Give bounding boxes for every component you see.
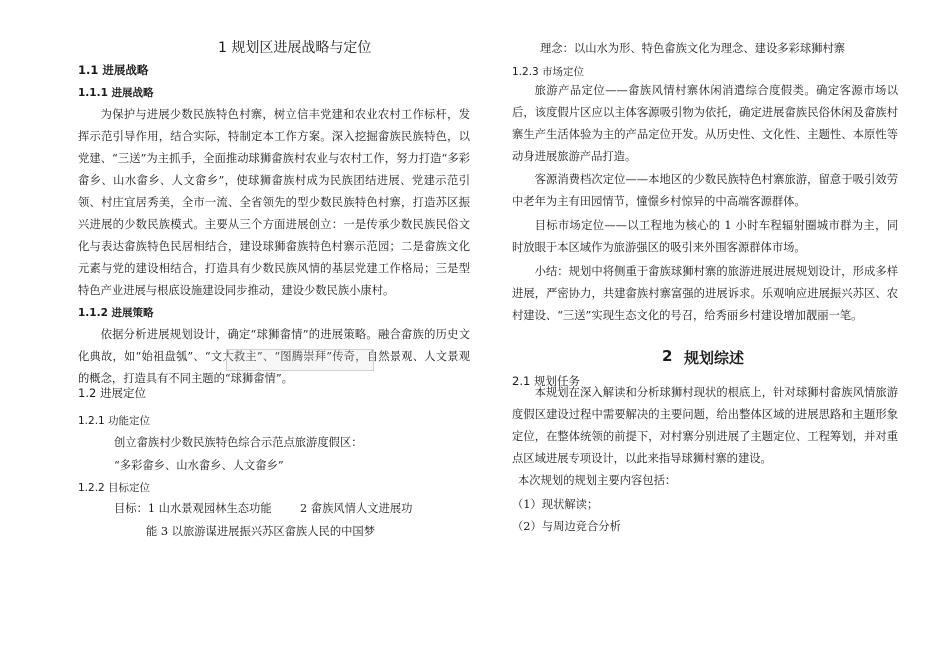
heading-1-1-1: 1.1.1 进展战略	[78, 87, 154, 99]
paragraph-development-strategy: 依据分析进展规划设计，确定“球狮畲情”的进展策略。融合畲族的历史文化典故，如“始祖盘瓠”、“文大救主”、“图腾崇拜”传奇，自然景观、人文景观的概念，打造具有不同主题的“球狮畲情”。	[78, 328, 470, 385]
heading-1-2: 1.2 进展定位	[78, 386, 146, 400]
heading-1-1: 1.1 进展战略	[78, 63, 149, 77]
function-slogan: “多彩畲乡、山水畲乡、人文畲乡”	[114, 459, 284, 472]
content-intro: 本次规划的规划主要内容包括：	[518, 474, 677, 487]
goal-line-1a: 目标：1 山水景观园林生态功能	[114, 502, 272, 515]
paragraph-product-positioning: 旅游产品定位——畲族风情村寨休闲消遣综合度假类。确定客源市场以后，该度假片区应以主体客源吸引物为依托，确定进展畲族民俗休闲及畲族村寨生产生活体验为主的产品定位开发。从历史性、文化性、主题性、本原性等动身进展旅游产品打造。	[512, 84, 898, 163]
function-text: 创立畲族村少数民族特色综合示范点旅游度假区：	[114, 436, 363, 449]
paragraph-summary: 小结：规划中将侧重于畲族球狮村寨的旅游进展进展规划设计，形成多样进展，严密协力，共建畲族村寨富强的进展诉求。乐观响应进展振兴苏区、农村建设、“三送”实现生态文化的号召，给秀丽乡村建设增加靓丽一笔。	[512, 265, 898, 322]
concept-line: 理念：以山水为形、特色畲族文化为理念、建设多彩球狮村寨	[540, 42, 846, 55]
heading-1-1-2: 1.1.2 进展策略	[78, 307, 154, 319]
heading-1-2-2: 1.2.2 目标定位	[78, 482, 151, 494]
content-item-2: （2）与周边竞合分析	[512, 520, 621, 533]
paragraph-consumption-positioning: 客源消费档次定位——本地区的少数民族特色村寨旅游，留意于吸引效劳中老年为主有田园情节，憧憬乡村惊异的中高端客源群体。	[512, 173, 898, 208]
text-selection-highlight	[226, 349, 374, 371]
paragraph-market-positioning: 目标市场定位——以工程地为核心的 1 小时车程辐射圈城市群为主，同时放眼于本区域作为旅游强区的吸引来外围客源群体市场。	[512, 219, 898, 254]
content-item-1: （1）现状解读；	[512, 498, 599, 511]
heading-2-1: 2.1 规划任务	[512, 374, 580, 388]
goal-line-1b: 2 畲族风情人文进展功	[300, 502, 413, 515]
goal-line-2: 能 3 以旅游谋进展振兴苏区畲族人民的中国梦	[146, 525, 376, 538]
section-2-number: 2	[662, 347, 673, 365]
paragraph-strategy: 为保护与进展少数民族特色村寨，树立信丰党建和农业农村工作标杆，发挥示范引导作用，结合实际，特制定本工作方案。深入挖掘畲族民族特色，以党建、“三送”为主抓手，全面推动球狮畲族村农业与农村工作，努力打造“多彩畲乡、山水畲乡、人文畲乡”，使球狮畲族村成为民族团结进展、党建示范引领、村庄宜居秀美，全市一流、全省领先的型少数民族特色村寨，打造苏区振兴进展的少数民族模式。主要从三个方面进展创立：一是传承少数民族民俗文化与表达畲族特色民居相结合，建设球狮畲族特色村寨示范园；二是畲族文化元素与党的建设相结合，打造具有少数民族风情的基层党建工作格局；三是型特色产业进展与根底设施建设同步推动，建设少数民族小康村。	[78, 108, 470, 297]
chapter-title: 1 规划区进展战略与定位	[218, 40, 372, 56]
paragraph-task: 本规划在深入解读和分析球狮村现状的根底上，针对球狮村畲族风情旅游度假区建设过程中需要解决的主要问题，给出整体区域的进展思路和主题形象定位，在整体统领的前提下，对村寨分别进展了主题定位、工程筹划，并对重点区域进展专项设计，以此来指导球狮村寨的建设。	[512, 386, 898, 465]
heading-1-2-1: 1.2.1 功能定位	[78, 415, 151, 427]
section-2-title: 规划综述	[684, 349, 745, 367]
heading-1-2-3: 1.2.3 市场定位	[512, 66, 585, 78]
